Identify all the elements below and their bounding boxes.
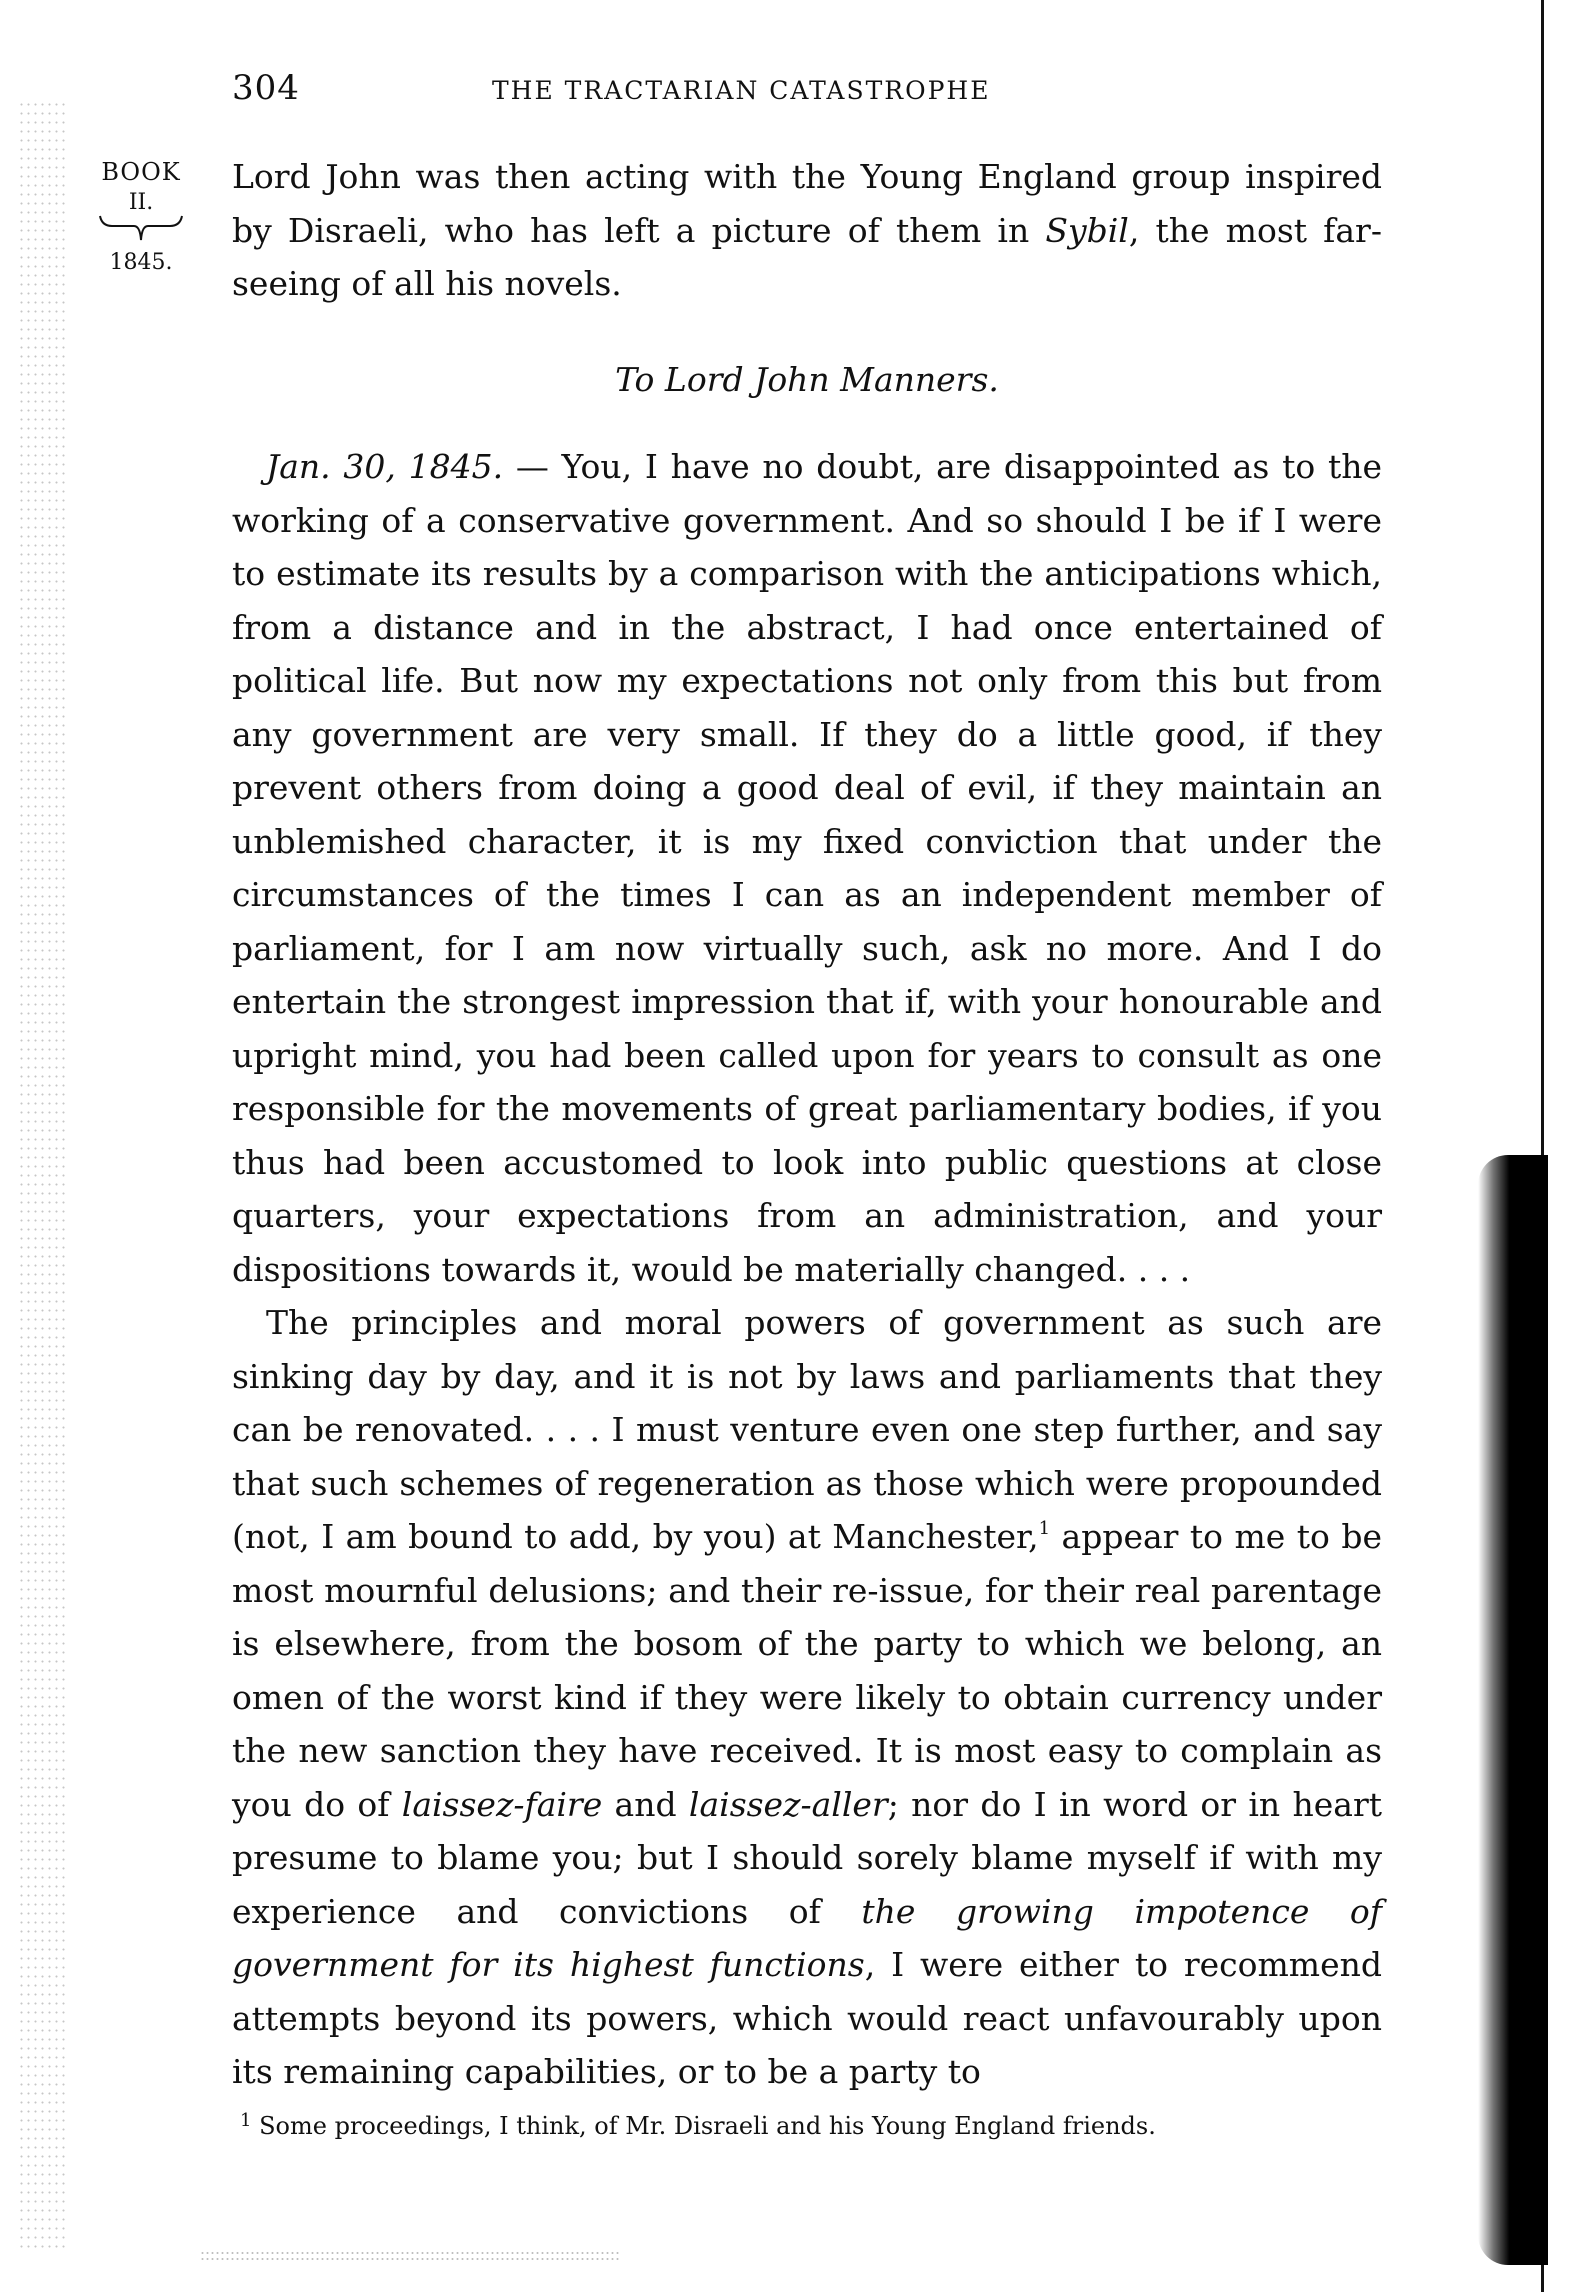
page-number: 304 bbox=[232, 68, 300, 108]
letter-paragraph-1-text: — You, I have no doubt, are disappointed as to the working of a conservative government. And so should I be if I were to estimate its results by a comparison with the anticipations which, from a distance and in the abstract, I had once entertained of political life. But now my expectations not only from this but from any government are very small. If they do a little good, if they prevent others from doing a good deal of evil, if they maintain an unblemished character, it is my fixed conviction that under the circumstances of the times I can as an independent member of parliament, for I am now virtually such, ask no more. And I do entertain the strongest impression that if, with your honourable and upright mind, you had been called upon for years to consult as one responsible for the movements of great parliamentary bodies, if you thus had been accustomed to look into public questions at close quarters, your expectations from an administration, and your dispositions towards it, would be materially changed. . . . bbox=[232, 447, 1382, 1289]
margin-year-label: 1845. bbox=[109, 250, 173, 275]
scan-speckle-left-margin bbox=[18, 100, 66, 2250]
binding-shadow bbox=[1478, 1155, 1548, 2265]
letter-heading: To Lord John Manners. bbox=[615, 360, 999, 399]
scan-speckle-bottom bbox=[200, 2250, 620, 2262]
letter-paragraph-2-text-a: The principles and moral powers of government as such are sinking day by day, and it is not by laws and parliaments that they can be renovated. . . . I must venture even one step further, and say that such schemes of regeneration as those which were propounded (not, I am bound to add, by you) at Manchester, bbox=[232, 1303, 1382, 1556]
letter-paragraph-2 bbox=[232, 1296, 1382, 2099]
letter-paragraph-2-text-d: , I were either to recommend attempts beyond its powers, which would react unfavourably upon its remaining capabilities, or to be a party to bbox=[232, 1945, 1382, 2091]
running-head bbox=[232, 68, 1382, 118]
novel-title-sybil: Sybil bbox=[1045, 210, 1129, 250]
margin-book-label: BOOK bbox=[101, 158, 181, 186]
letter-body bbox=[232, 440, 1382, 2099]
italic-laissez-faire: laissez-faire bbox=[401, 1784, 603, 1824]
letter-paragraph-2-text-b: appear to me to be most mournful delusions; and their re-issue, for their real parentage is elsewhere, from the bosom of the party to which we belong, an omen of the worst kind if they were likely to obtain currency under the new sanction they have received. It is most easy to complain as you do of bbox=[232, 1517, 1382, 1824]
letter-paragraph-1 bbox=[232, 440, 1382, 1296]
margin-volume-label: II. bbox=[128, 190, 154, 215]
italic-emphasis: the growing impotence of government for its highest functions bbox=[232, 1891, 1382, 1984]
footnote-mark: 1 bbox=[240, 2110, 252, 2131]
running-title: THE TRACTARIAN CATASTROPHE bbox=[492, 76, 991, 105]
intro-paragraph bbox=[232, 150, 1382, 311]
letter-paragraph-2-text-c: ; nor do I in word or in heart presume to blame you; but I should sorely blame myself if with my experience and convictions of bbox=[232, 1784, 1382, 1931]
letter-paragraph-2-and: and bbox=[602, 1784, 689, 1824]
italic-laissez-aller: laissez-aller bbox=[688, 1784, 888, 1824]
footnote-reference[interactable]: 1 bbox=[1038, 1518, 1051, 1539]
letter-date: Jan. 30, 1845. bbox=[266, 447, 504, 486]
margin-note bbox=[86, 160, 196, 274]
footnote bbox=[232, 2105, 1382, 2142]
intro-text: Lord John was then acting with the Young England group inspired by Disraeli, who has left a picture of them in bbox=[232, 157, 1382, 250]
footnote-text: Some proceedings, I think, of Mr. Disraeli and his Young England friends. bbox=[259, 2112, 1156, 2140]
intro-text-end: , the most far-seeing of all his novels. bbox=[232, 210, 1382, 303]
brace-icon bbox=[98, 214, 184, 244]
